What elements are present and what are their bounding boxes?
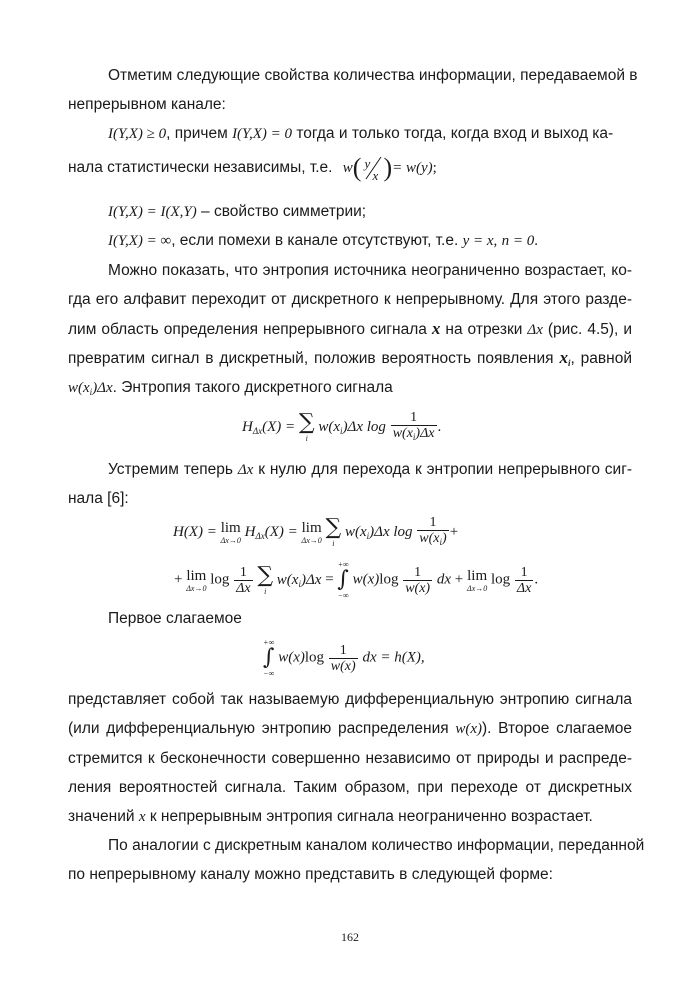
lim-operator: lim Δx→0 xyxy=(301,520,322,545)
text-fragment: – свойство симметрии; xyxy=(201,203,367,220)
text-fragment: к непрерывным энтропия сигнала неограниченно возрастает. xyxy=(149,808,593,825)
property-line-1 xyxy=(108,124,632,144)
text-fragment: к нулю для перехода к энтропии непрерывного сиг- xyxy=(258,461,633,478)
paragraph-line: нала [6]: xyxy=(68,490,129,507)
property-line-2 xyxy=(108,202,632,222)
paragraph-line xyxy=(68,378,632,402)
fraction: $\frac{1}{\Delta x}$ xyxy=(516,564,532,596)
fraction: $\frac{1}{w(x_i)\Delta x}$ xyxy=(391,410,437,445)
formula-discrete-entropy: $H_{\Delta x}(X)$ = ∑ i $w(x_i)\Delta x$ log $\frac{1}{w(x_i)\Delta x}$ . xyxy=(242,410,442,443)
text-fragment: , если помехи в канале отсутствуют, т.е. xyxy=(171,232,459,249)
paragraph-line: стремится к бесконечности совершенно независимо от природы и распреде- xyxy=(68,750,632,767)
x-i: $x_i$ xyxy=(559,348,571,368)
text-fragment: на отрезки xyxy=(445,321,523,338)
property-line-3: I(Y,X) = ∞, если помехи в канале отсутствуют, т.е. y = x, n = 0. xyxy=(108,232,538,249)
text-fragment: лим область определения непрерывного сигнала xyxy=(68,321,427,338)
fraction: $\frac{1}{w(x)}$ xyxy=(405,564,431,596)
text-fragment: . Энтропия такого дискретного сигнала xyxy=(112,379,393,396)
lim-operator: lim Δx→0 xyxy=(186,567,207,593)
text-fragment: значений xyxy=(68,808,135,825)
sum-operator: ∑ i xyxy=(298,410,315,443)
paragraph-line: гда его алфавит переходит от дискретного к непрерывному. Для этого разде- xyxy=(68,291,632,308)
text-fragment: Устремим теперь xyxy=(108,461,233,478)
formula-n-eq-0: n = 0 xyxy=(501,233,535,249)
paragraph-line: Отметим следующие свойства количества информации, передаваемой в xyxy=(108,67,638,84)
formula-continuous-entropy-1: H(X) = lim Δx→0 $H_{\Delta x}(X)$ = lim Δx→0 ∑ i $w(x_i)\Delta x$ log $\frac{1}{w(x_i)}$ + xyxy=(173,515,459,548)
text-fragment: (рис. 4.5), и xyxy=(547,321,633,338)
formula-info-nonneg: I(Y,X) ≥ 0 xyxy=(108,126,167,142)
paragraph-line: непрерывном канале: xyxy=(68,96,226,113)
paragraph-line xyxy=(68,319,632,340)
paragraph-line xyxy=(68,348,632,373)
formula-w: w xyxy=(342,160,353,176)
formula-continuous-entropy-2: + lim Δx→0 log $\frac{1}{\Delta x}$ ∑ i $w(x_i)\Delta x$ = +∞ ∫ −∞ w(x)log $\frac{1}{w(x)}$ dx + lim Δx→0 log $\frac{1}{\Delta x}$ . xyxy=(174,560,539,600)
paragraph-line: Можно показать, что энтропия источника неограниченно возрастает, ко- xyxy=(108,262,632,279)
delta-x: Δx xyxy=(527,322,543,338)
text-fragment: ). Второе слагаемое xyxy=(482,720,632,737)
fraction: $\frac{1}{w(x_i)}$ xyxy=(417,515,448,550)
paragraph-line xyxy=(68,807,632,827)
formula-y-eq-x: y = x xyxy=(462,233,494,249)
fraction: $\frac{1}{\Delta x}$ xyxy=(236,564,251,596)
formula-symmetry: I(Y,X) = I(X,Y) xyxy=(108,204,197,220)
text-fragment: (или дифференциальную энтропию распределения xyxy=(68,720,449,737)
paragraph-line: по непрерывному каналу можно представить в следующей форме: xyxy=(68,866,553,883)
variable-x: x xyxy=(138,809,146,825)
text-fragment: нала статистически независимы, т.е. xyxy=(68,159,333,176)
page-number: 162 xyxy=(341,930,359,944)
paragraph-line xyxy=(68,719,632,739)
fraction: $\frac{1}{w(x)}$ xyxy=(330,642,356,674)
formula-w-y: = w(y) xyxy=(392,160,433,176)
text-fragment: , причем xyxy=(166,125,228,142)
formula-wxi-dx: $w(x_i)\Delta x$ xyxy=(68,380,113,397)
formula-w-x: w(x) xyxy=(455,721,483,737)
paragraph-line: По аналогии с дискретным каналом количество информации, переданной xyxy=(108,837,645,854)
text-fragment: превратим сигнал в дискретный, положив вероятность появления xyxy=(68,350,554,367)
formula-infinity: I(Y,X) = ∞ xyxy=(108,233,172,249)
signal-x: x xyxy=(431,319,441,338)
formula-differential-entropy: +∞ ∫ −∞ w(x)log $\frac{1}{w(x)}$ dx = h(X), xyxy=(263,638,425,678)
paragraph-line xyxy=(108,460,632,480)
paragraph-line: представляет собой так называемую дифференциальную энтропию сигнала xyxy=(68,691,632,708)
sum-operator: ∑ i xyxy=(325,515,342,548)
lim-operator: lim Δx→0 xyxy=(467,567,488,593)
text-fragment: , равной xyxy=(570,350,632,367)
conditional-fraction: y x xyxy=(361,153,383,183)
delta-x: Δx xyxy=(237,462,254,478)
sum-operator: ∑ i xyxy=(257,562,274,596)
paragraph-line: Первое слагаемое xyxy=(108,610,242,627)
integral-operator: +∞ ∫ −∞ xyxy=(337,560,349,600)
property-line-1-cont: нала статистически независимы, т.е. w( y x )= w(y); xyxy=(68,153,437,183)
formula-info-zero: I(Y,X) = 0 xyxy=(232,126,293,142)
paragraph-line: ления вероятностей сигнала. Таким образом, при переходе от дискретных xyxy=(68,779,632,796)
integral-operator: +∞ ∫ −∞ xyxy=(263,638,275,678)
lim-operator: lim Δx→0 xyxy=(220,520,241,545)
text-fragment: тогда и только тогда, когда вход и выход ка- xyxy=(296,125,614,142)
